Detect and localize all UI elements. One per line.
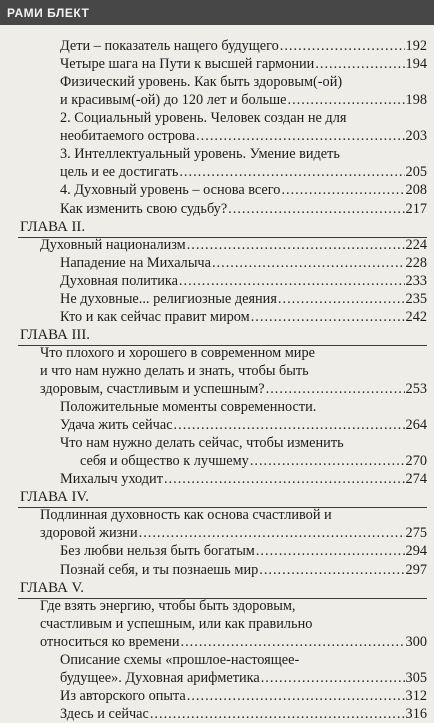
toc-entry: [60, 56, 427, 73]
dot-leader: [181, 634, 405, 651]
page-number: 294: [405, 543, 427, 560]
dot-leader: [174, 417, 405, 434]
toc-entry-title: Четыре шага на Пути к высшей гармонии: [60, 56, 315, 72]
toc-entry-line: [60, 435, 427, 452]
page-number: 217: [405, 200, 427, 217]
page-number: 224: [405, 236, 427, 253]
page-number: 297: [405, 561, 427, 578]
chapter-heading: [20, 327, 427, 344]
chapter-heading: [20, 489, 427, 506]
toc-entry: [60, 164, 427, 181]
toc-entry-title: Как изменить свою судьбу?: [60, 200, 228, 217]
toc-entry-title: счастливым и успешным, или как правильно: [40, 615, 313, 632]
toc-entry: [60, 417, 427, 434]
toc-entry: [40, 525, 427, 542]
page-number: 316: [405, 705, 427, 722]
chapter-heading-label: ГЛАВА III.: [20, 326, 90, 343]
toc-entry-title: 2. Социальный уровень. Человек создан не для: [60, 110, 347, 127]
page-number: 242: [405, 308, 427, 325]
dot-leader: [278, 291, 405, 308]
toc-entry-line: [40, 507, 427, 524]
page-number: 192: [405, 38, 427, 54]
toc-entry-title: Что плохого и хорошего в современном мире: [40, 344, 315, 361]
toc-entry-title: необитаемого острова: [60, 128, 196, 145]
page-number: 208: [405, 182, 427, 199]
toc-entry-title: Познай себя, и ты познаешь мир: [60, 561, 259, 578]
toc-entry-title: Кто и как сейчас правит миром: [60, 308, 250, 325]
page-number: 300: [405, 633, 427, 650]
page-number: 270: [405, 453, 427, 470]
toc-entry: [60, 38, 427, 55]
toc-entry: [60, 706, 427, 723]
toc-entry: [60, 182, 427, 199]
dot-leader: [212, 255, 405, 272]
toc-entry: [60, 688, 427, 705]
page-number: 198: [405, 92, 427, 109]
toc-entry-title: 4. Духовный уровень – основа всего: [60, 182, 281, 199]
toc-entry: [60, 471, 427, 488]
chapter-heading: [20, 580, 427, 597]
toc-entry-title: Удача жить сейчас: [60, 417, 173, 434]
page-number: 275: [405, 525, 427, 542]
chapter-heading-label: ГЛАВА V.: [20, 579, 84, 596]
toc-entry: [60, 201, 427, 218]
page-number: 253: [405, 380, 427, 397]
toc-entry-title: Положительные моменты современности.: [60, 399, 317, 415]
toc-entry: [60, 670, 427, 687]
dot-leader: [266, 381, 405, 398]
page-number: 194: [405, 56, 427, 72]
toc-entry-title: Физический уровень. Как быть здоровым(-ой): [60, 74, 343, 91]
dot-leader: [139, 525, 405, 542]
toc-entry-title: и красивым(-ой) до 120 лет и больше: [60, 92, 287, 109]
toc-entry: [40, 381, 427, 398]
toc-entry-title: 3. Интеллектуальный уровень. Умение видеть: [60, 146, 340, 163]
chapter-heading: [20, 219, 427, 236]
toc-entry-title: Здесь и сейчас: [60, 705, 149, 722]
page-number: 205: [405, 164, 427, 181]
page-number: 264: [405, 417, 427, 434]
dot-leader: [179, 164, 404, 181]
dot-leader: [250, 453, 405, 470]
toc-entry-line: [40, 598, 427, 615]
page-number: 274: [405, 471, 427, 488]
page-number: 235: [405, 290, 427, 307]
toc-entry-line: [40, 616, 427, 633]
page-number: 305: [405, 669, 427, 686]
toc-entry-title: Не духовные... религиозные деяния: [60, 290, 277, 307]
toc-entry: [60, 92, 427, 109]
dot-leader: [281, 182, 404, 199]
toc-entry: [60, 309, 427, 326]
chapter-heading-label: ГЛАВА IV.: [20, 489, 89, 506]
page-number: 312: [405, 687, 427, 704]
toc-entry: [80, 453, 427, 470]
toc-entry: [60, 562, 427, 579]
toc-entry-title: здоровой жизни: [40, 525, 138, 542]
toc-entry-title: Без любви нельзя быть богатым: [60, 543, 255, 560]
page-number: 203: [405, 128, 427, 145]
dot-leader: [251, 309, 405, 326]
dot-leader: [179, 273, 405, 290]
toc-entry-title: Что нам нужно делать сейчас, чтобы изменить: [60, 435, 344, 452]
dot-leader: [315, 56, 404, 73]
toc-entry: [60, 128, 427, 145]
dot-leader: [228, 201, 404, 218]
dot-leader: [196, 128, 404, 145]
toc-entry-title: Где взять энергию, чтобы быть здоровым,: [40, 597, 296, 614]
toc-entry-title: здоровым, счастливым и успешным?: [40, 380, 265, 397]
toc-entry-title: Михалыч уходит: [60, 471, 163, 488]
dot-leader: [164, 471, 405, 488]
toc-entry-title: относиться ко времени: [40, 633, 180, 650]
toc-entry-title: цель и ее достигать: [60, 164, 179, 181]
dot-leader: [261, 670, 405, 687]
toc-entry: [40, 634, 427, 651]
toc-entry-title: будущее». Духовная арифметика: [60, 669, 260, 686]
dot-leader: [150, 706, 405, 723]
dot-leader: [187, 688, 405, 705]
toc-entry-title: Подлинная духовность как основа счастливой и: [40, 507, 332, 524]
toc-entry-line: [40, 363, 427, 380]
toc-entry: [60, 291, 427, 308]
toc-entry-title: Духовная политика: [60, 272, 178, 289]
toc-entry-title: Из авторского опыта: [60, 687, 186, 704]
toc-entry-line: [40, 345, 427, 362]
toc-entry: [60, 255, 427, 272]
toc-entry: [40, 237, 427, 254]
toc-entry: [60, 273, 427, 290]
dot-leader: [256, 543, 405, 560]
toc-entry-title: Духовный национализм: [40, 236, 186, 253]
running-head: РАМИ БЛЕКТ: [7, 6, 90, 20]
dot-leader: [187, 237, 405, 254]
toc-entry-line: [60, 110, 427, 127]
toc-entry-line: [60, 652, 427, 669]
toc-entry-title: себя и общество к лучшему: [80, 453, 249, 470]
dot-leader: [259, 562, 404, 579]
toc-entry-line: [60, 74, 427, 91]
toc-entry-title: Описание схемы «прошлое-настоящее-: [60, 651, 300, 668]
toc-entry-title: и что нам нужно делать и знать, чтобы быть: [40, 362, 309, 379]
toc-entry-title: Дети – показатель нащего будущего: [60, 38, 279, 54]
toc-entry-line: [60, 146, 427, 163]
toc-entry: [60, 543, 427, 560]
dot-leader: [280, 38, 405, 55]
dot-leader: [288, 92, 405, 109]
chapter-heading-label: ГЛАВА II.: [20, 218, 86, 235]
toc-entry-line: [60, 399, 427, 416]
page-number: 233: [405, 272, 427, 289]
toc-entry-title: Нападение на Михалыча: [60, 254, 211, 271]
page-number: 228: [405, 254, 427, 271]
